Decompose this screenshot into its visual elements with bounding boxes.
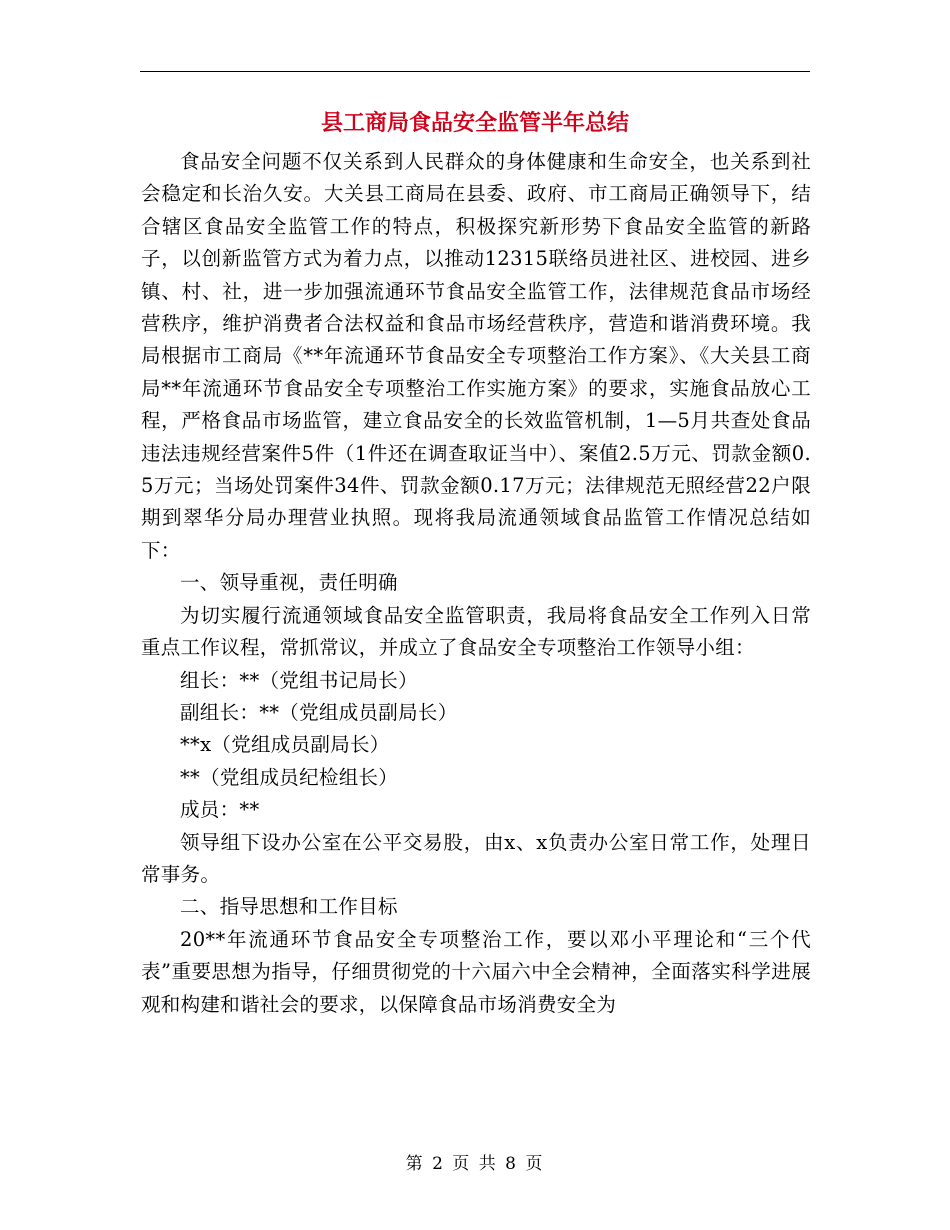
header-rule [140,71,810,72]
group-leader-line: 组长：**（党组书记局长） [180,668,418,692]
section-heading-leadership: 一、领导重视，责任明确 [180,571,398,595]
deputy-leader-line-2: **x（党组成员副局长） [180,733,390,757]
section-heading-guidance: 二、指导思想和工作目标 [180,895,398,919]
intro-paragraph: 食品安全问题不仅关系到人民群众的身体健康和生命安全，也关系到社会稳定和长治久安。大关县工商局在县委、政府、市工商局正确领导下，结合辖区食品安全监管工作的特点，积极探究新形势下食品安全监管的新路子，以创新监管方式为着力点，以推动12315联络员进社区、进校园、进乡镇、村、社，进一步加强流通环节食品安全监管工作，法律规范食品市场经营秩序，维护消费者合法权益和食品市场经营秩序，营造和谐消费环境。我局根据市工商局《**年流通环节食品安全专项整治工作方案》、《大关县工商局**年流通环节食品安全专项整治工作实施方案》的要求，实施食品放心工程，严格食品市场监管，建立食品安全的长效监管机制，1—5月共查处食品违法违规经营案件5件（1件还在调查取证当中）、案值2.5万元、罚款金额0.5万元；当场处罚案件34件、罚款金额0.17万元；法律规范无照经营22户限期到翠华分局办理营业执照。现将我局流通领域食品监管工作情况总结如下： [141,150,811,562]
document-body [141,146,811,1021]
discipline-leader-line: **（党组成员纪检组长） [180,765,399,789]
guidance-paragraph: 20**年流通环节食品安全专项整治工作，要以邓小平理论和“三个代表”重要思想为指导，仔细贯彻党的十六届六中全会精神，全面落实科学进展观和构建和谐社会的要求，以保障食品市场消费安全为 [141,927,811,1016]
office-paragraph: 领导组下设办公室在公平交易股，由x、x负责办公室日常工作，处理日常事务。 [141,830,811,886]
members-line: 成员：** [180,798,260,822]
document-title: 县工商局食品安全监管半年总结 [320,110,629,136]
deputy-leader-line: 副组长：**（党组成员副局长） [180,700,458,724]
page-footer: 第 2 页 共 8 页 [405,1154,545,1174]
leadership-paragraph: 为切实履行流通领域食品安全监管职责，我局将食品安全工作列入日常重点工作议程，常抓常议，并成立了食品安全专项整治工作领导小组： [141,603,811,660]
